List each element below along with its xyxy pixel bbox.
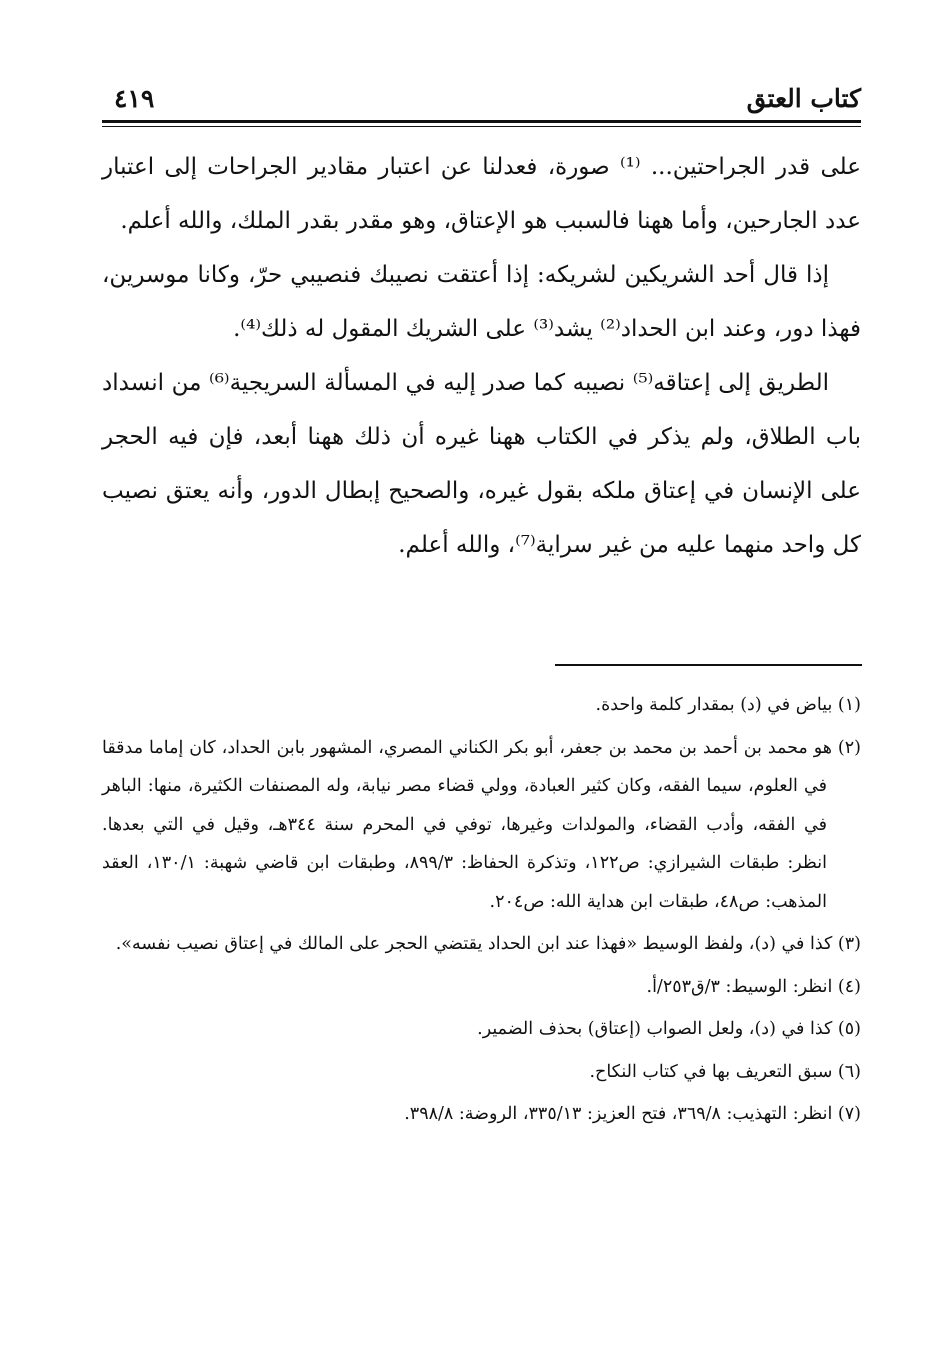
chapter-title: كتاب العتق xyxy=(746,84,861,113)
page-header xyxy=(102,82,861,118)
footnote: (١) بياض في (د) بمقدار كلمة واحدة. xyxy=(595,695,861,715)
main-text xyxy=(102,140,861,572)
body-paragraph: على قدر الجراحتين... ⁽¹⁾ صورة، فعدلنا عن اعتبار مقادير الجراحات إلى اعتبار عدد الجارحين، وأما ههنا فالسبب هو الإعتاق، وهو مقدر بقدر الملك، والله أعلم. xyxy=(102,154,861,234)
body-paragraph: الطريق إلى إعتاقه⁽⁵⁾ نصيبه كما صدر إليه في المسألة السريجية⁽⁶⁾ من انسداد باب الطلاق، ولم يذكر في الكتاب ههنا غيره أن ذلك ههنا أبعد، فإن فيه الحجر على الإنسان في إعتاق ملكه بقول غيره، والصحيح إبطال الدور، وأنه يعتق نصيب كل واحد منهما عليه من غير سراية⁽⁷⁾، والله أعلم. xyxy=(102,370,861,558)
body-paragraph: إذا قال أحد الشريكين لشريكه: إذا أعتقت نصيبك فنصيبي حرّ، وكانا موسرين، فهذا دور، وعند ابن الحداد⁽²⁾ يشد⁽³⁾ على الشريك المقول له ذلك⁽⁴⁾. xyxy=(102,262,861,342)
page-number: ٤١٩ xyxy=(114,84,155,113)
footnote: (٣) كذا في (د)، ولفظ الوسيط «فهذا عند ابن الحداد يقتضي الحجر على المالك في إعتاق نصيب نفسه». xyxy=(115,934,861,954)
footnote: (٢) هو محمد بن أحمد بن محمد بن جعفر، أبو بكر الكناني المصري، المشهور بابن الحداد، كان إماما مدققا في العلوم، سيما الفقه، وكان كثير العبادة، وولي قضاء مصر نيابة، وله المصنفات الكثيرة، منها: الباهر في الفقه، وأدب القضاء، والمولدات وغيرها، توفي في المحرم سنة ٣٤٤هـ، وقيل في التي بعدها. انظر: طبقات الشيرازي: ص١٢٢، وتذكرة الحفاظ: ٨٩٩/٣، وطبقات ابن قاضي شهبة: ١٣٠/١، العقد المذهب: ص٤٨، طبقات ابن هداية الله: ص٢٠٤. xyxy=(102,737,861,912)
footnote: (٧) انظر: التهذيب: ٣٦٩/٨، فتح العزيز: ٣٣٥/١٣، الروضة: ٣٩٨/٨. xyxy=(404,1104,861,1124)
header-rule-thin xyxy=(102,126,861,127)
footnote: (٦) سبق التعريف بها في كتاب النكاح. xyxy=(589,1061,861,1082)
footnote: (٥) كذا في (د)، ولعل الصواب (إعتاق) بحذف الضمير. xyxy=(477,1019,861,1039)
footnote-separator xyxy=(555,664,862,666)
header-rule-thick xyxy=(102,120,861,123)
footnote: (٤) انظر: الوسيط: ٣/ق٢٥٣/أ. xyxy=(646,976,861,997)
footnotes xyxy=(102,686,861,1138)
